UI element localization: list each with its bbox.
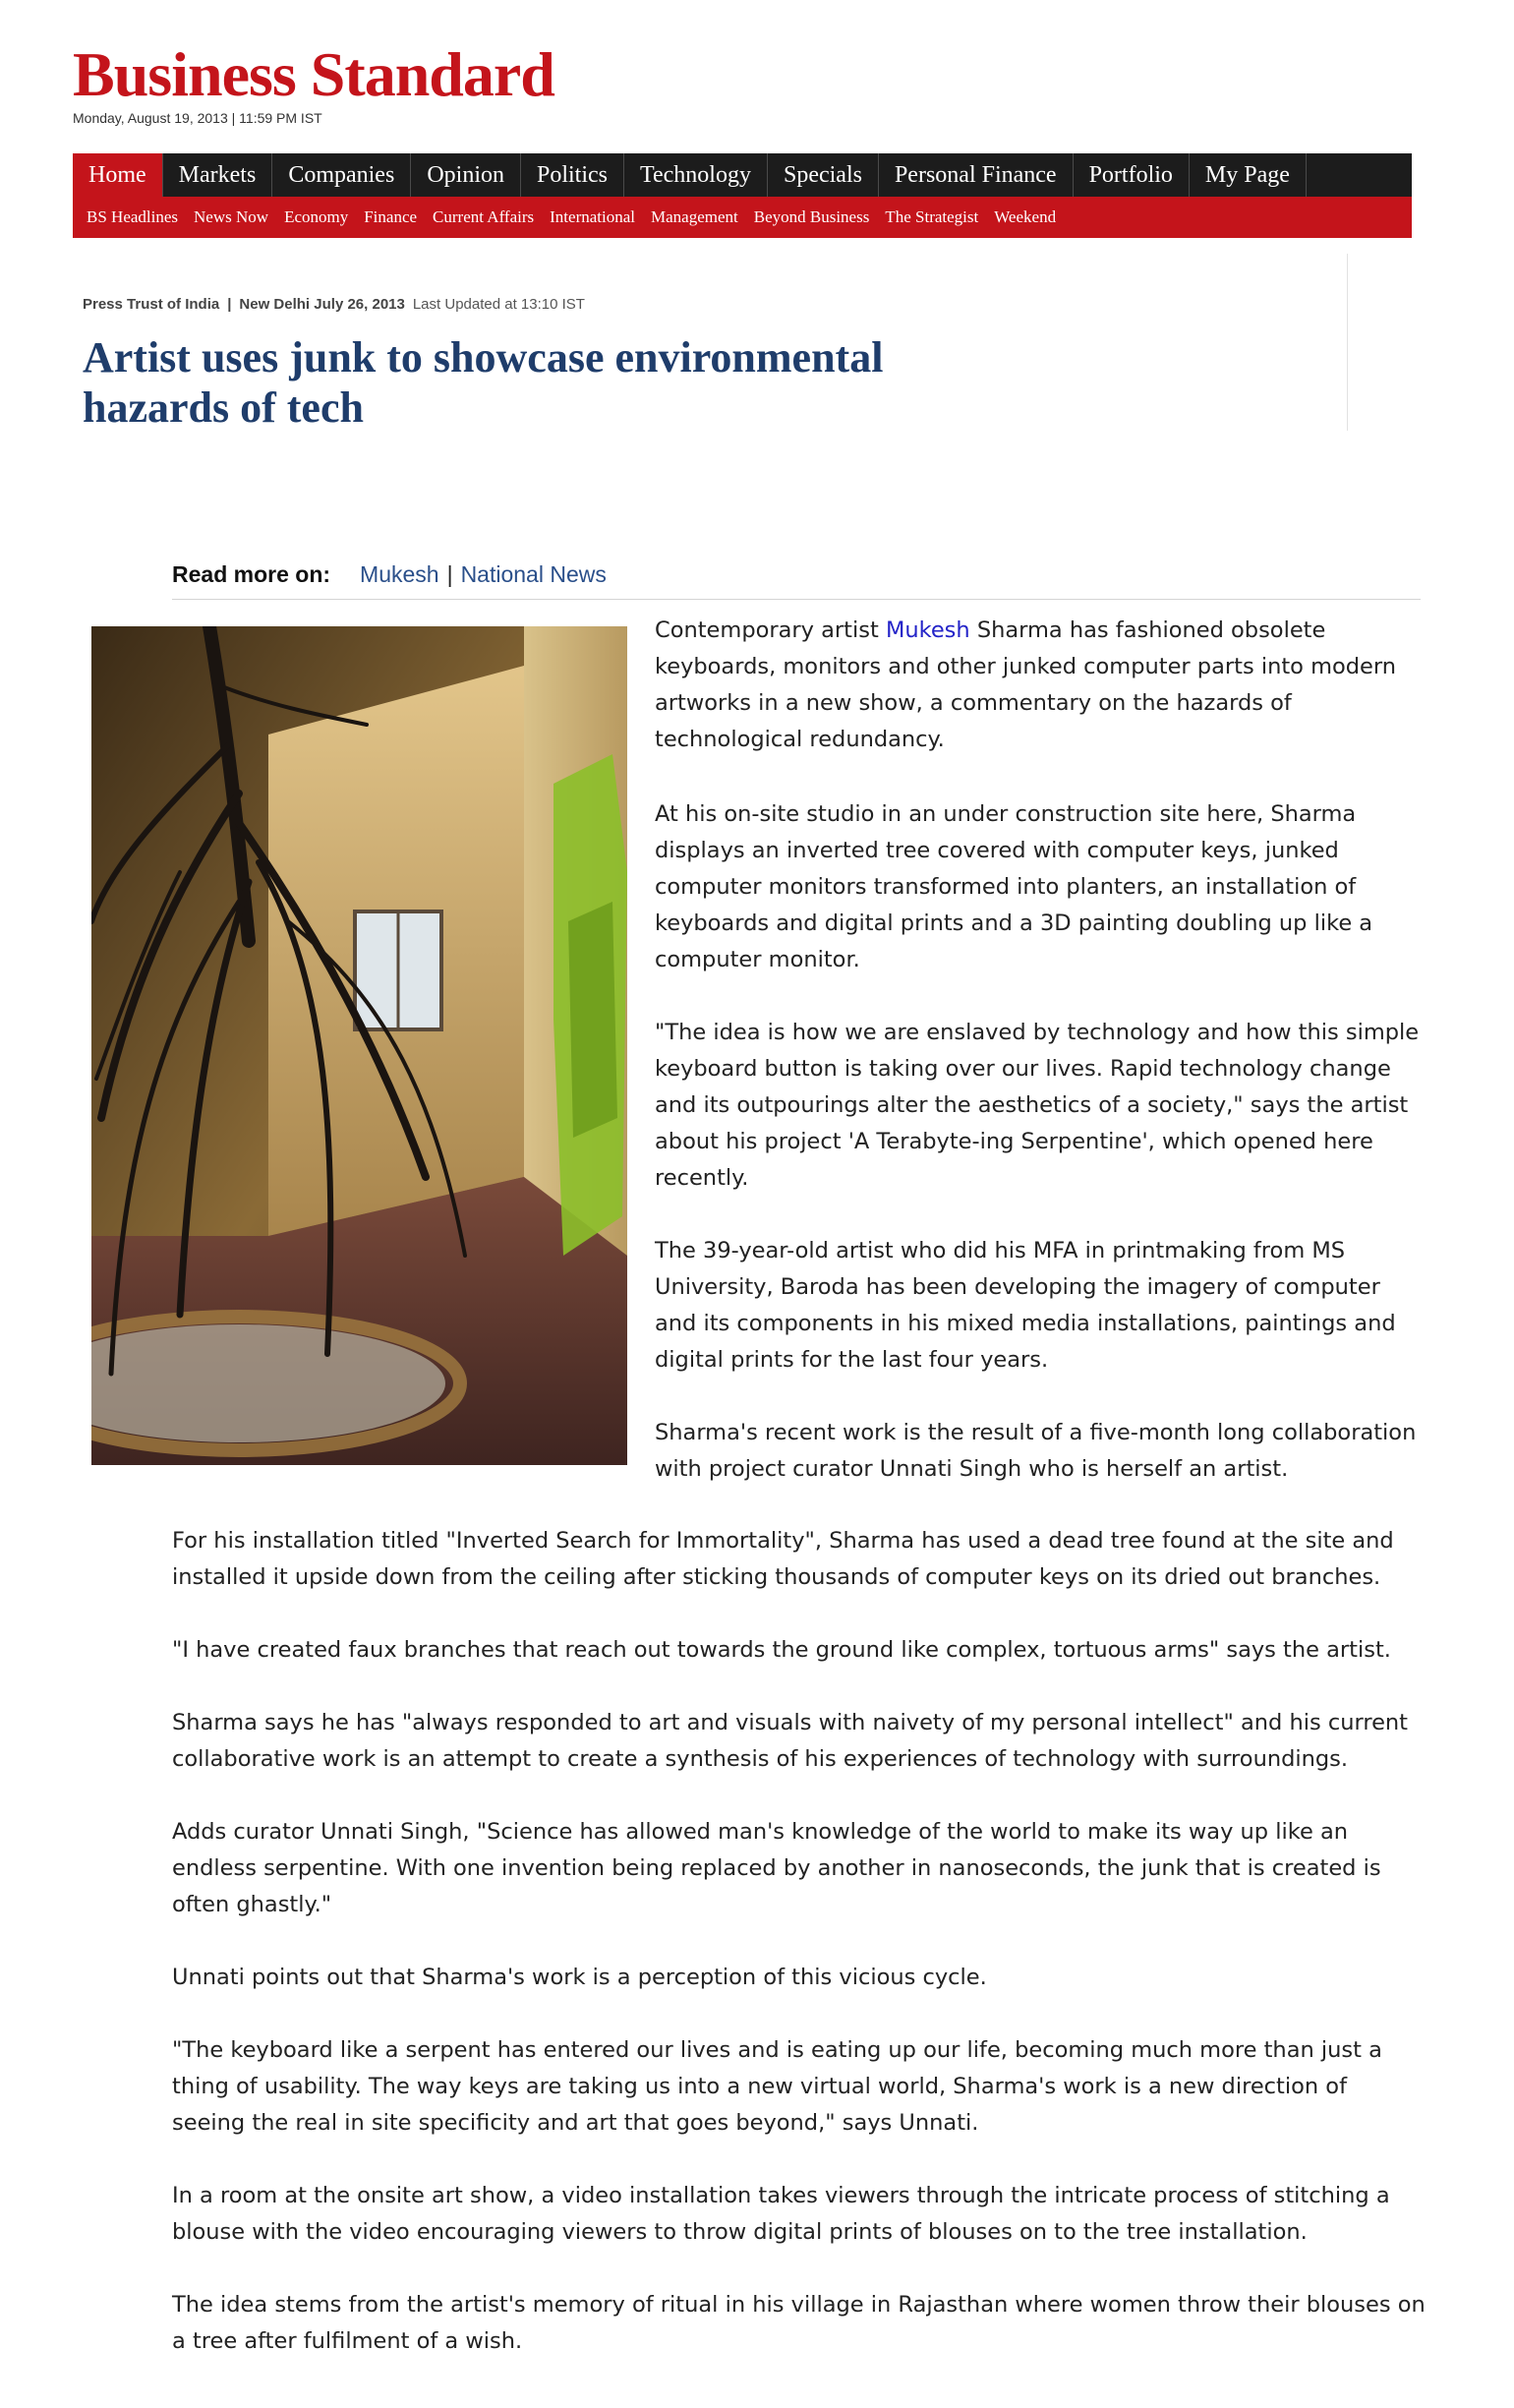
paragraph-6: For his installation titled "Inverted Search for Immortality", Sharma has used a dead tree found at the site and installed it upside down from the ceiling after sticking thousands of computer keys on its dried out branches. [172, 1528, 1394, 1590]
primary-nav [73, 153, 1412, 197]
site-logo[interactable]: Business Standard [73, 39, 554, 109]
dateline: Monday, August 19, 2013 | 11:59 PM IST [73, 110, 322, 126]
column-divider [1347, 254, 1348, 431]
paragraph-4: The 39-year-old artist who did his MFA in printmaking from MS University, Baroda has been developing the imagery of computer and its components in his mixed media installations, paintings and digital prints for the last four years. [655, 1238, 1396, 1373]
paragraph-8: Sharma says he has "always responded to art and visuals with naivety of my personal intellect" and his current collaborative work is an attempt to create a synthesis of his experiences of technology with surroundings. [172, 1710, 1409, 1772]
article-headline: Artist uses junk to showcase environmental hazards of tech [83, 333, 884, 432]
article-updated: Last Updated at 13:10 IST [412, 296, 585, 313]
subnav-the-strategist[interactable]: The Strategist [885, 207, 979, 226]
subnav-bs-headlines[interactable]: BS Headlines [87, 207, 179, 226]
inline-link-mukesh[interactable]: Mukesh [885, 617, 970, 643]
nav-my-page[interactable]: My Page [1190, 153, 1307, 197]
subnav-weekend[interactable]: Weekend [994, 207, 1057, 226]
read-more-divider [172, 599, 1421, 600]
installation-photo-illustration [91, 626, 627, 1465]
nav-specials[interactable]: Specials [768, 153, 879, 197]
subnav-news-now[interactable]: News Now [194, 207, 269, 226]
nav-politics[interactable]: Politics [521, 153, 624, 197]
nav-portfolio[interactable]: Portfolio [1074, 153, 1190, 197]
tag-link-mukesh[interactable]: Mukesh [360, 561, 439, 587]
article-photo [91, 626, 627, 1465]
read-more-bar [172, 561, 607, 588]
paragraph-10: Unnati points out that Sharma's work is a perception of this vicious cycle. [172, 1965, 987, 1990]
nav-markets[interactable]: Markets [163, 153, 273, 197]
nav-home[interactable]: Home [73, 153, 163, 197]
article-meta [83, 296, 585, 313]
subnav-international[interactable]: International [550, 207, 635, 226]
paragraph-1: Contemporary artist Mukesh Sharma has fashioned obsolete keyboards, monitors and other junked computer parts into modern artworks in a new show, a commentary on the hazards of technological redundancy. [655, 617, 1397, 752]
subnav-beyond-business[interactable]: Beyond Business [753, 207, 870, 226]
meta-separator: | [227, 296, 232, 313]
tag-link-national-news[interactable]: National News [460, 561, 607, 587]
subnav-finance[interactable]: Finance [364, 207, 418, 226]
tag-separator: | [446, 561, 453, 587]
paragraph-7: "I have created faux branches that reach out towards the ground like complex, tortuous arms" says the artist. [172, 1637, 1391, 1663]
paragraph-12: In a room at the onsite art show, a video installation takes viewers through the intricate process of stitching a blouse with the video encouraging viewers to throw digital prints of blouses on to the tree installation. [172, 2183, 1390, 2245]
read-more-label: Read more on: [172, 561, 331, 587]
secondary-nav [73, 197, 1412, 238]
paragraph-9: Adds curator Unnati Singh, "Science has allowed man's knowledge of the world to make its way up like an endless serpentine. With one invention being replaced by another in nanoseconds, the junk that is created is often ghastly." [172, 1819, 1381, 1917]
paragraph-13: The idea stems from the artist's memory of ritual in his village in Rajasthan where women throw their blouses on a tree after fulfilment of a wish. [172, 2292, 1426, 2354]
paragraph-2: At his on-site studio in an under construction site here, Sharma displays an inverted tree covered with computer keys, junked computer monitors transformed into planters, an installation of keyboards and digital prints and a 3D painting doubling up like a computer monitor. [655, 801, 1373, 972]
nav-opinion[interactable]: Opinion [411, 153, 521, 197]
paragraph-5: Sharma's recent work is the result of a five-month long collaboration with project curator Unnati Singh who is herself an artist. [655, 1420, 1417, 1482]
article-source: Press Trust of India [83, 296, 220, 313]
subnav-management[interactable]: Management [651, 207, 738, 226]
paragraph-3: "The idea is how we are enslaved by technology and how this simple keyboard button is taking over our lives. Rapid technology change and its outpourings alter the aesthetics of a society," says the artist about his project 'A Terabyte-ing Serpentine', which opened here recently. [655, 1020, 1420, 1191]
subnav-economy[interactable]: Economy [284, 207, 349, 226]
article-location-date: New Delhi July 26, 2013 [239, 296, 405, 313]
nav-companies[interactable]: Companies [272, 153, 411, 197]
subnav-current-affairs[interactable]: Current Affairs [433, 207, 535, 226]
nav-technology[interactable]: Technology [624, 153, 768, 197]
nav-personal-finance[interactable]: Personal Finance [879, 153, 1074, 197]
paragraph-11: "The keyboard like a serpent has entered our lives and is eating up our life, becoming much more than just a thing of usability. The way keys are taking us into a new virtual world, Sharma's work is a new direction of seeing the real in site specificity and art that goes beyond," says Unnati. [172, 2037, 1382, 2136]
